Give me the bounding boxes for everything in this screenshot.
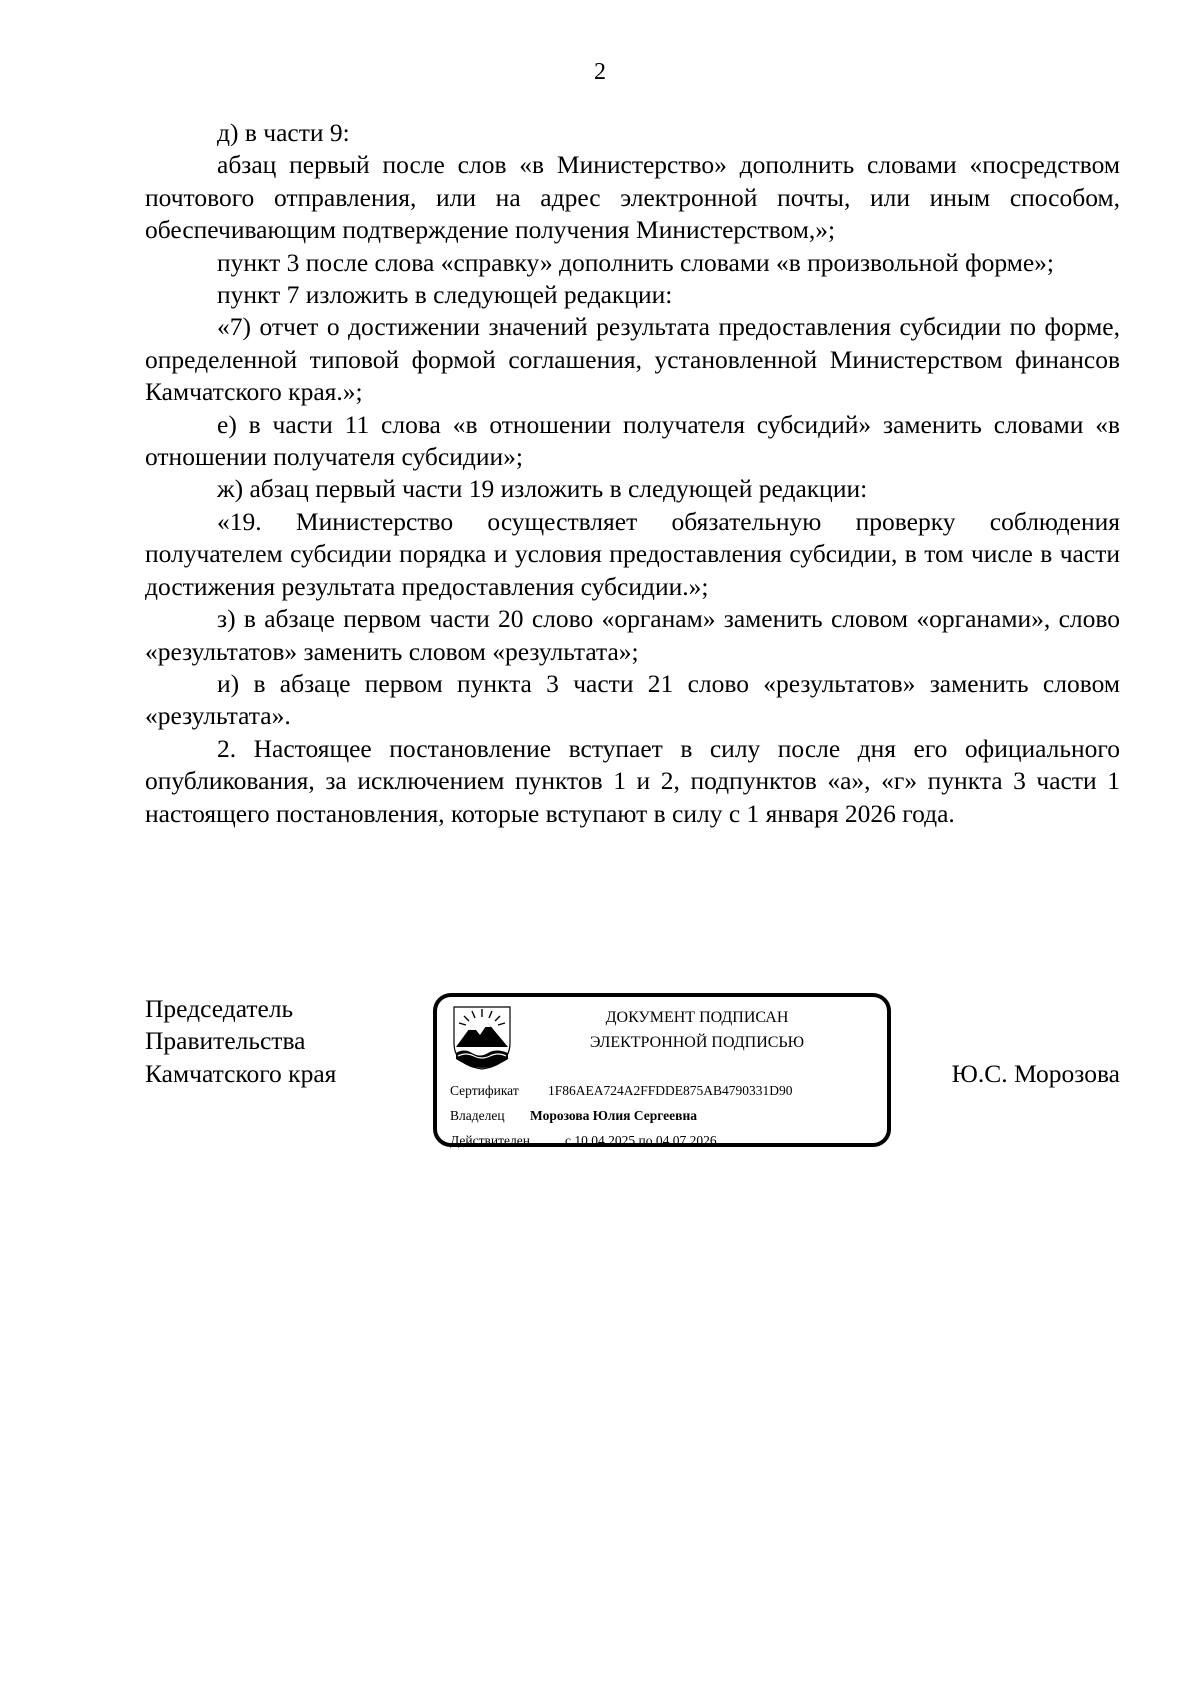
signer-position-line: Председатель <box>145 994 294 1023</box>
paragraph: з) в абзаце первом части 20 слово «органам» заменить словом «органами», слово «результатов» заменить словом «результата»; <box>145 604 1120 666</box>
stamp-owner-row <box>450 1107 697 1125</box>
paragraph: пункт 7 изложить в следующей редакции: <box>217 280 673 310</box>
certificate-label: Сертификат <box>450 1083 519 1098</box>
document-body <box>145 117 1120 830</box>
stamp-validity-row <box>450 1132 717 1150</box>
certificate-value: 1F86AEA724A2FFDDE875AB4790331D90 <box>548 1083 793 1098</box>
stamp-heading: ДОКУМЕНТ ПОДПИСАН <box>605 1009 789 1026</box>
stamp-heading: ЭЛЕКТРОННОЙ ПОДПИСЬЮ <box>589 1034 805 1051</box>
electronic-signature-stamp <box>433 993 891 1147</box>
validity-value: с 10.04.2025 по 04.07.2026 <box>565 1133 717 1148</box>
owner-label: Владелец <box>450 1108 505 1123</box>
paragraph: и) в абзаце первом пункта 3 части 21 слово «результатов» заменить словом «результата». <box>145 668 1120 731</box>
stamp-certificate-row <box>450 1082 793 1100</box>
owner-value: Морозова Юлия Сергеевна <box>530 1108 697 1123</box>
signer-name: Ю.С. Морозова <box>951 1059 1120 1088</box>
paragraph: ж) абзац первый части 19 изложить в следующей редакции: <box>217 474 868 504</box>
paragraph: «19. Министерство осуществляет обязательную проверку соблюдения получателем субсидии порядка и условия предоставления субсидии, в том числе в части достижения результата предоставления субсидии.»; <box>145 506 1120 601</box>
signer-position <box>145 993 336 1090</box>
paragraph: д) в части 9: <box>217 118 350 147</box>
kamchatka-coat-of-arms-icon <box>450 1003 514 1071</box>
paragraph: е) в части 11 слова «в отношении получателя субсидий» заменить словами «в отношении получателя субсидии»; <box>145 409 1120 472</box>
page-number: 2 <box>594 59 606 85</box>
validity-label: Действителен <box>450 1133 530 1148</box>
signature-block <box>145 993 1120 1163</box>
paragraph: абзац первый после слов «в Министерство» дополнить словами «посредством почтового отправления, или на адрес электронной почты, или иным способом, обеспечивающим подтверждение получения Министерством,»; <box>145 150 1120 245</box>
paragraph: 2. Настоящее постановление вступает в силу после дня его официального опубликования, за исключением пунктов 1 и 2, подпунктов «а», «г» пункта 3 части 1 настоящего постановления, которые вступают в силу с 1 января 2026 года. <box>145 733 1120 828</box>
signer-position-line: Камчатского края <box>145 1058 337 1088</box>
paragraph: пункт 3 после слова «справку» дополнить словами «в произвольной форме»; <box>217 247 1054 277</box>
paragraph: «7) отчет о достижении значений результата предоставления субсидии по форме, определенной типовой формой соглашения, установленной Министерством финансов Камчатского края.»; <box>145 312 1120 407</box>
signer-position-line: Правительства <box>145 1026 306 1056</box>
